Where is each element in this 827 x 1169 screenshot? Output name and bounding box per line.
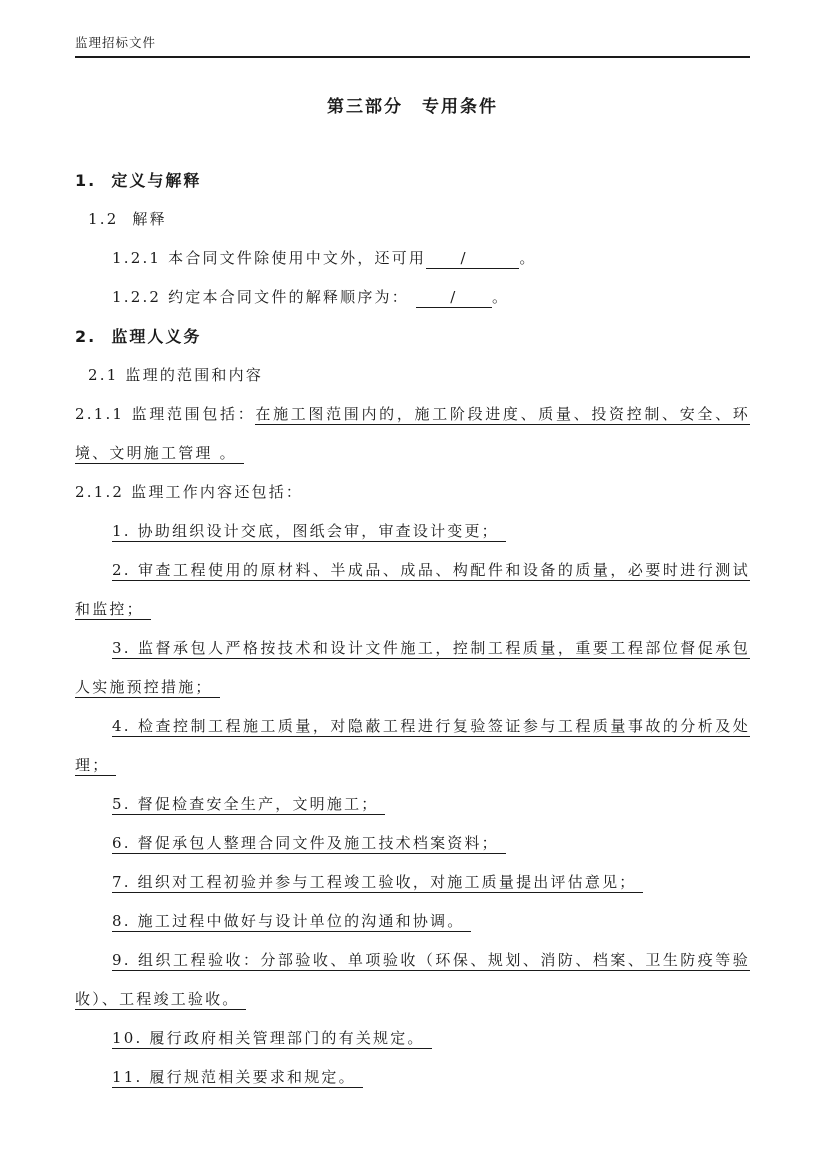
list-item-7	[75, 863, 750, 902]
underlined-text: 人实施预控措施；	[75, 678, 220, 696]
clause-1-2	[75, 200, 750, 239]
underlined-text: 收）、工程竣工验收。	[75, 990, 247, 1008]
plain-text: 。	[519, 249, 537, 267]
list-item-3-line-2	[75, 668, 750, 707]
underlined-text: 和监控；	[75, 600, 151, 618]
underlined-text: 7. 组织对工程初验并参与工程竣工验收，对施工质量提出评估意见；	[112, 873, 644, 891]
underlined-text: 2. 审查工程使用的原材料、半成品、成品、构配件和设备的质量，必要时进行测试	[112, 561, 750, 579]
list-item-8	[75, 902, 750, 941]
list-item-10	[75, 1019, 750, 1058]
list-item-2-line-1	[75, 551, 750, 590]
clause-1-2-1	[75, 239, 750, 278]
list-item-4-line-1	[75, 707, 750, 746]
list-item-5	[75, 785, 750, 824]
underlined-text: 10. 履行政府相关管理部门的有关规定。	[112, 1029, 432, 1047]
list-item-11	[75, 1058, 750, 1097]
underlined-text: /	[426, 249, 520, 267]
heading-supervisor-obligations	[75, 317, 750, 356]
plain-text: 2.1 监理的范围和内容	[88, 366, 264, 384]
list-item-2-line-2	[75, 590, 750, 629]
underlined-text: 在施工图范围内的，施工阶段进度、质量、投资控制、安全、环	[255, 405, 750, 423]
clause-1-2-2	[75, 278, 750, 317]
underlined-text: 11. 履行规范相关要求和规定。	[112, 1068, 363, 1086]
plain-text: 2.1.2 监理工作内容还包括：	[75, 483, 304, 501]
clause-2-1	[75, 356, 750, 395]
list-item-4-line-2	[75, 746, 750, 785]
header-rule	[75, 56, 750, 58]
list-item-9-line-1	[75, 941, 750, 980]
plain-text: 1.2 解释	[88, 210, 167, 228]
underlined-text: 境、文明施工管理 。	[75, 444, 244, 462]
plain-text: 2.1.1 监理范围包括：	[75, 405, 256, 423]
document-body	[75, 161, 750, 1097]
page-header	[75, 0, 750, 58]
underlined-text: 8. 施工过程中做好与设计单位的沟通和协调。	[112, 912, 472, 930]
plain-text: 1.2.1 本合同文件除使用中文外，还可用	[112, 249, 427, 267]
clause-2-1-1-line-2	[75, 434, 750, 473]
document-title: 第三部分 专用条件	[327, 97, 498, 117]
underlined-text: 3. 监督承包人严格按技术和设计文件施工，控制工程质量，重要工程部位督促承包	[112, 639, 750, 657]
clause-2-1-2	[75, 473, 750, 512]
plain-text: 2. 监理人义务	[75, 327, 202, 346]
underlined-text: 1. 协助组织设计交底，图纸会审，审查设计变更；	[112, 522, 506, 540]
heading-definitions	[75, 161, 750, 200]
list-item-6	[75, 824, 750, 863]
underlined-text: 4. 检查控制工程施工质量，对隐蔽工程进行复验签证参与工程质量事故的分析及处	[112, 717, 750, 735]
list-item-9-line-2	[75, 980, 750, 1019]
underlined-text: 6. 督促承包人整理合同文件及施工技术档案资料；	[112, 834, 506, 852]
page-header-title: 监理招标文件	[75, 35, 157, 50]
plain-text: 1.2.2 约定本合同文件的解释顺序为：	[112, 288, 416, 306]
underlined-text: 理；	[75, 756, 117, 774]
plain-text: 1. 定义与解释	[75, 171, 202, 190]
underlined-text: 5. 督促检查安全生产，文明施工；	[112, 795, 386, 813]
underlined-text: /	[415, 288, 492, 306]
underlined-text: 9. 组织工程验收：分部验收、单项验收（环保、规划、消防、档案、卫生防疫等验	[112, 951, 750, 969]
plain-text: 。	[491, 288, 510, 306]
list-item-1	[75, 512, 750, 551]
clause-2-1-1-line-1	[75, 395, 750, 434]
list-item-3-line-1	[75, 629, 750, 668]
